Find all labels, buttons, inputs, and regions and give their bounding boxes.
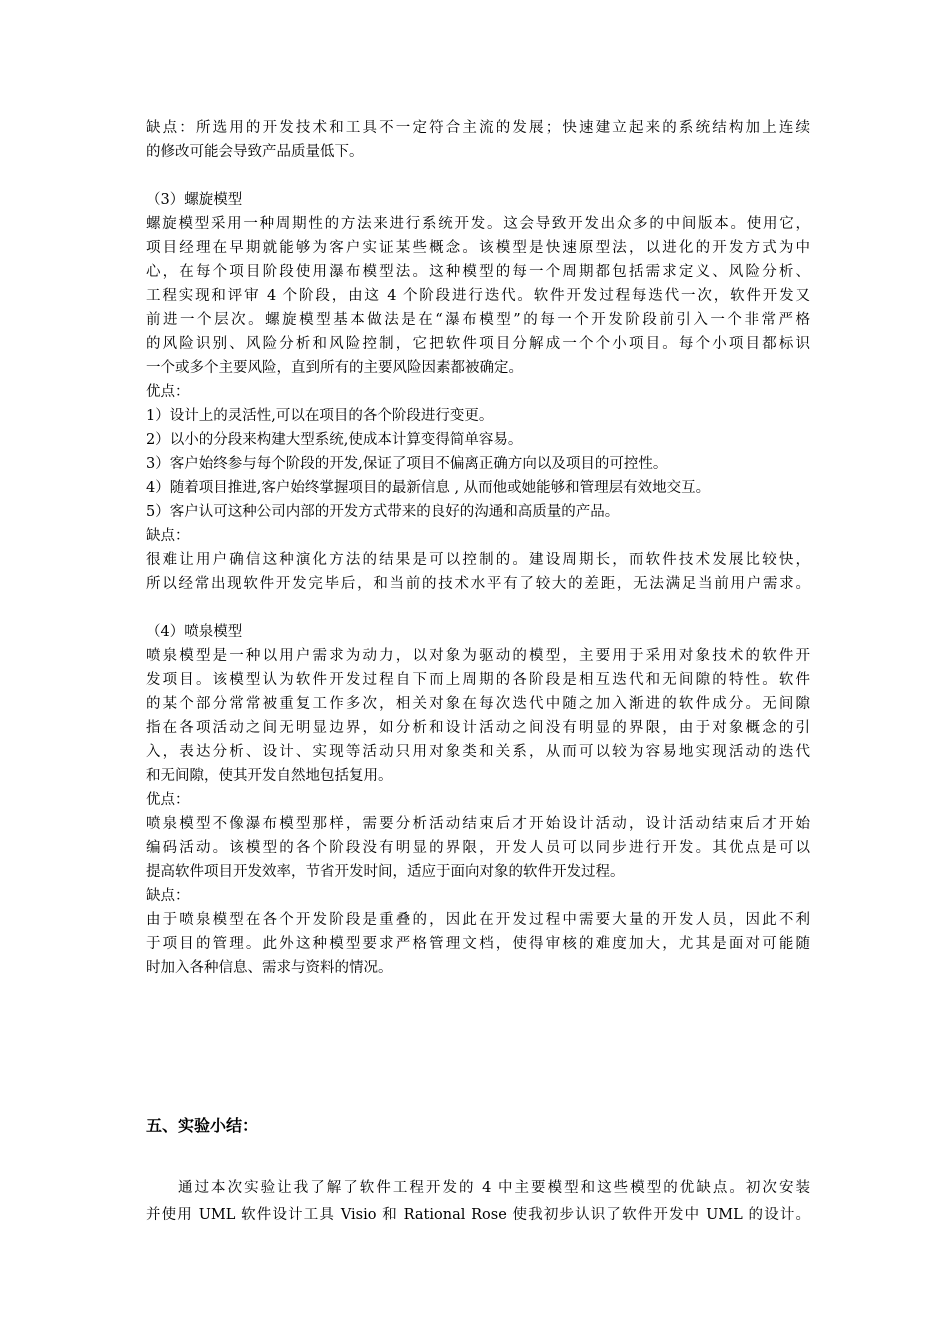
section-title-spiral: （3）螺旋模型 — [146, 192, 243, 208]
text-line: 很难让用户确信这种演化方法的结果是可以控制的。建设周期长，而软件技术发展比较快， — [146, 552, 810, 568]
text-line: 喷泉模型是一种以用户需求为动力，以对象为驱动的模型，主要用于采用对象技术的软件开 — [146, 648, 810, 664]
text-line: 指在各项活动之间无明显边界，如分析和设计活动之间没有明显的界限，由于对象概念的引 — [146, 720, 810, 736]
text-line: 前进一个层次。螺旋模型基本做法是在“瀑布模型”的每一个开发阶段前引入一个非常严格 — [146, 312, 810, 328]
text-line: 项目经理在早期就能够为客户实证某些概念。该模型是快速原型法，以进化的开发方式为中 — [146, 240, 810, 256]
text-line: 提高软件项目开发效率，节省开发时间，适应于面向对象的软件开发过程。 — [146, 864, 625, 880]
pros-label: 优点： — [146, 792, 190, 808]
text-line: 所以经常出现软件开发完毕后，和当前的技术水平有了较大的差距，无法满足当前用户需求。 — [146, 576, 810, 592]
text-line: 喷泉模型不像瀑布模型那样，需要分析活动结束后才开始设计活动，设计活动结束后才开始 — [146, 816, 810, 832]
pros-item: 3）客户始终参与每个阶段的开发,保证了项目不偏离正确方向以及项目的可控性。 — [146, 456, 668, 472]
text-line: 缺点：所选用的开发技术和工具不一定符合主流的发展；快速建立起来的系统结构加上连续 — [146, 120, 810, 136]
text-line: 工程实现和评审 4 个阶段，由这 4 个阶段进行迭代。软件开发过程每迭代一次，软件开发又 — [146, 288, 810, 304]
cons-label: 缺点： — [146, 528, 190, 544]
text-line: 发项目。该模型认为软件开发过程自下而上周期的各阶段是相互迭代和无间隙的特性。软件 — [146, 672, 810, 688]
cons-label: 缺点： — [146, 888, 190, 904]
pros-item: 5）客户认可这种公司内部的开发方式带来的良好的沟通和高质量的产品。 — [146, 504, 620, 520]
section-title-fountain: （4）喷泉模型 — [146, 624, 243, 640]
text-line: 和无间隙，使其开发自然地包括复用。 — [146, 768, 393, 784]
pros-item: 4）随着项目推进,客户始终掌握项目的最新信息 , 从而他或她能够和管理层有效地交互。 — [146, 480, 711, 496]
pros-item: 2）以小的分段来构建大型系统,使成本计算变得简单容易。 — [146, 432, 523, 448]
text-line: 螺旋模型采用一种周期性的方法来进行系统开发。这会导致开发出众多的中间版本。使用它， — [146, 216, 810, 232]
text-line: 的某个部分常常被重复工作多次，相关对象在每次迭代中随之加入渐进的软件成分。无间隙 — [146, 696, 810, 712]
text-line: 并使用 UML 软件设计工具 Visio 和 Rational Rose 使我初步认识了软件开发中 UML 的设计。 — [146, 1207, 810, 1223]
text-line: 的修改可能会导致产品质量低下。 — [146, 144, 364, 160]
summary-heading: 五、实验小结： — [146, 1116, 259, 1135]
text-line: 时加入各种信息、需求与资料的情况。 — [146, 960, 393, 976]
text-line: 入，表达分析、设计、实现等活动只用对象类和关系，从而可以较为容易地实现活动的迭代 — [146, 744, 810, 760]
pros-label: 优点： — [146, 384, 190, 400]
text-line: 由于喷泉模型在各个开发阶段是重叠的，因此在开发过程中需要大量的开发人员，因此不利 — [146, 912, 810, 928]
text-line: 心，在每个项目阶段使用瀑布模型法。这种模型的每一个周期都包括需求定义、风险分析、 — [146, 264, 810, 280]
text-line: 一个或多个主要风险，直到所有的主要风险因素都被确定。 — [146, 360, 523, 376]
pros-item: 1）设计上的灵活性,可以在项目的各个阶段进行变更。 — [146, 408, 494, 424]
text-line: 的风险识别、风险分析和风险控制，它把软件项目分解成一个个小项目。每个小项目都标识 — [146, 336, 810, 352]
text-line: 于项目的管理。此外这种模型要求严格管理文档，使得审核的难度加大，尤其是面对可能随 — [146, 936, 810, 952]
text-line: 通过本次实验让我了解了软件工程开发的 4 中主要模型和这些模型的优缺点。初次安装 — [178, 1180, 810, 1196]
text-line: 编码活动。该模型的各个阶段没有明显的界限，开发人员可以同步进行开发。其优点是可以 — [146, 840, 810, 856]
